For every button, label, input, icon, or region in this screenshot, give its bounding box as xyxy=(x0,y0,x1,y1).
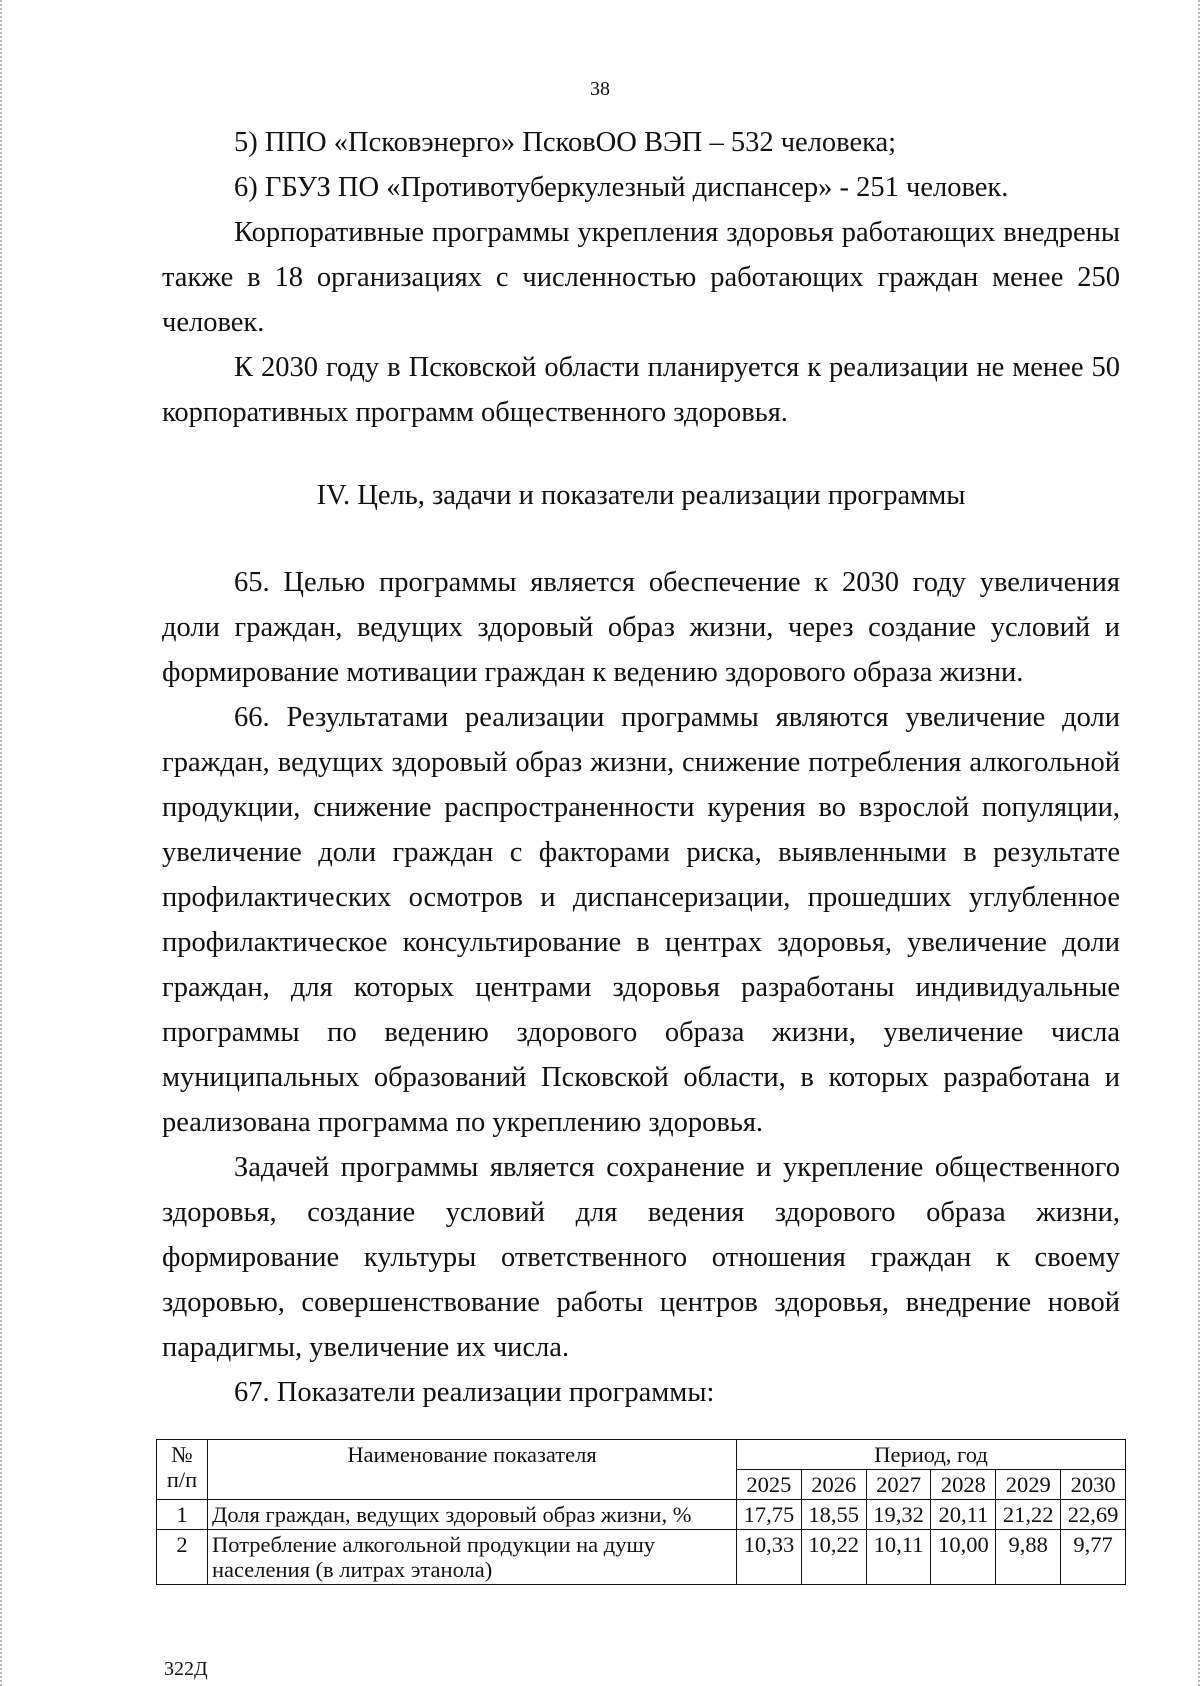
row-value: 10,22 xyxy=(801,1530,866,1585)
paragraph-2030-plan: К 2030 году в Псковской области планируется к реализации не менее 50 корпоративных программ общественного здоровья. xyxy=(162,352,1120,428)
row-value: 10,11 xyxy=(866,1530,931,1585)
row-indicator-name: Потребление алкогольной продукции на душу населения (в литрах этанола) xyxy=(208,1530,737,1585)
document-code: 322Д xyxy=(164,1658,208,1680)
row-number: 2 xyxy=(157,1530,208,1585)
section-heading: IV. Цель, задачи и показатели реализации программы xyxy=(316,480,966,511)
document-body xyxy=(162,120,1120,1415)
paragraph-corporate-programs: Корпоративные программы укрепления здоровья работающих внедрены также в 18 организациях с численностью работающих граждан менее 250 человек. xyxy=(162,217,1120,338)
indicators-table xyxy=(156,1439,1126,1585)
list-item-5: 5) ППО «Псковэнерго» ПсковОО ВЭП – 532 человека; xyxy=(234,127,897,158)
header-year: 2030 xyxy=(1061,1470,1126,1500)
table-row xyxy=(157,1500,1126,1530)
row-value: 9,88 xyxy=(996,1530,1061,1585)
row-value: 21,22 xyxy=(996,1500,1061,1530)
paragraph-67-indicators: 67. Показатели реализации программы: xyxy=(234,1377,715,1408)
list-item-6: 6) ГБУЗ ПО «Противотуберкулезный диспансер» - 251 человек. xyxy=(234,172,1009,203)
row-value: 10,00 xyxy=(931,1530,996,1585)
header-year: 2028 xyxy=(931,1470,996,1500)
scan-edge-left xyxy=(0,0,6,1686)
row-number: 1 xyxy=(157,1500,208,1530)
header-number: № п/п xyxy=(157,1440,208,1500)
header-year: 2026 xyxy=(801,1470,866,1500)
table-row xyxy=(157,1530,1126,1585)
header-year: 2025 xyxy=(737,1470,802,1500)
row-value: 22,69 xyxy=(1061,1500,1126,1530)
paragraph-66-results: 66. Результатами реализации программы являются увеличение доли граждан, ведущих здоровый образ жизни, снижение потребления алкогольной продукции, снижение распространенности курения во взрослой популяции, увеличение доли граждан с факторами риска, выявленными в результате профилактических осмотров и диспансеризации, прошедших углубленное профилактическое консультирование в центрах здоровья, увеличение доли граждан, для которых центрами здоровья разработаны индивидуальные программы по ведению здорового образа жизни, увеличение числа муниципальных образований Псковской области, в которых разработана и реализована программа по укреплению здоровья. xyxy=(162,702,1120,1138)
paragraph-65-goal: 65. Целью программы является обеспечение к 2030 году увеличения доли граждан, ведущих здоровый образ жизни, через создание условий и формирование мотивации граждан к ведению здорового образа жизни. xyxy=(162,567,1120,688)
header-indicator-name: Наименование показателя xyxy=(208,1440,737,1500)
row-value: 19,32 xyxy=(866,1500,931,1530)
paragraph-task: Задачей программы является сохранение и укрепление общественного здоровья, создание условий для ведения здорового образа жизни, формирование культуры ответственного отношения граждан к своему здоровью, совершенствование работы центров здоровья, внедрение новой парадигмы, увеличение их числа. xyxy=(162,1152,1120,1363)
header-year: 2027 xyxy=(866,1470,931,1500)
row-value: 18,55 xyxy=(801,1500,866,1530)
header-year: 2029 xyxy=(996,1470,1061,1500)
row-indicator-name: Доля граждан, ведущих здоровый образ жизни, % xyxy=(208,1500,737,1530)
row-value: 20,11 xyxy=(931,1500,996,1530)
header-period: Период, год xyxy=(737,1440,1126,1470)
row-value: 9,77 xyxy=(1061,1530,1126,1585)
page-number: 38 xyxy=(590,78,610,100)
row-value: 17,75 xyxy=(737,1500,802,1530)
scan-edge-right xyxy=(1194,0,1200,1686)
row-value: 10,33 xyxy=(737,1530,802,1585)
table-header-row xyxy=(157,1440,1126,1470)
